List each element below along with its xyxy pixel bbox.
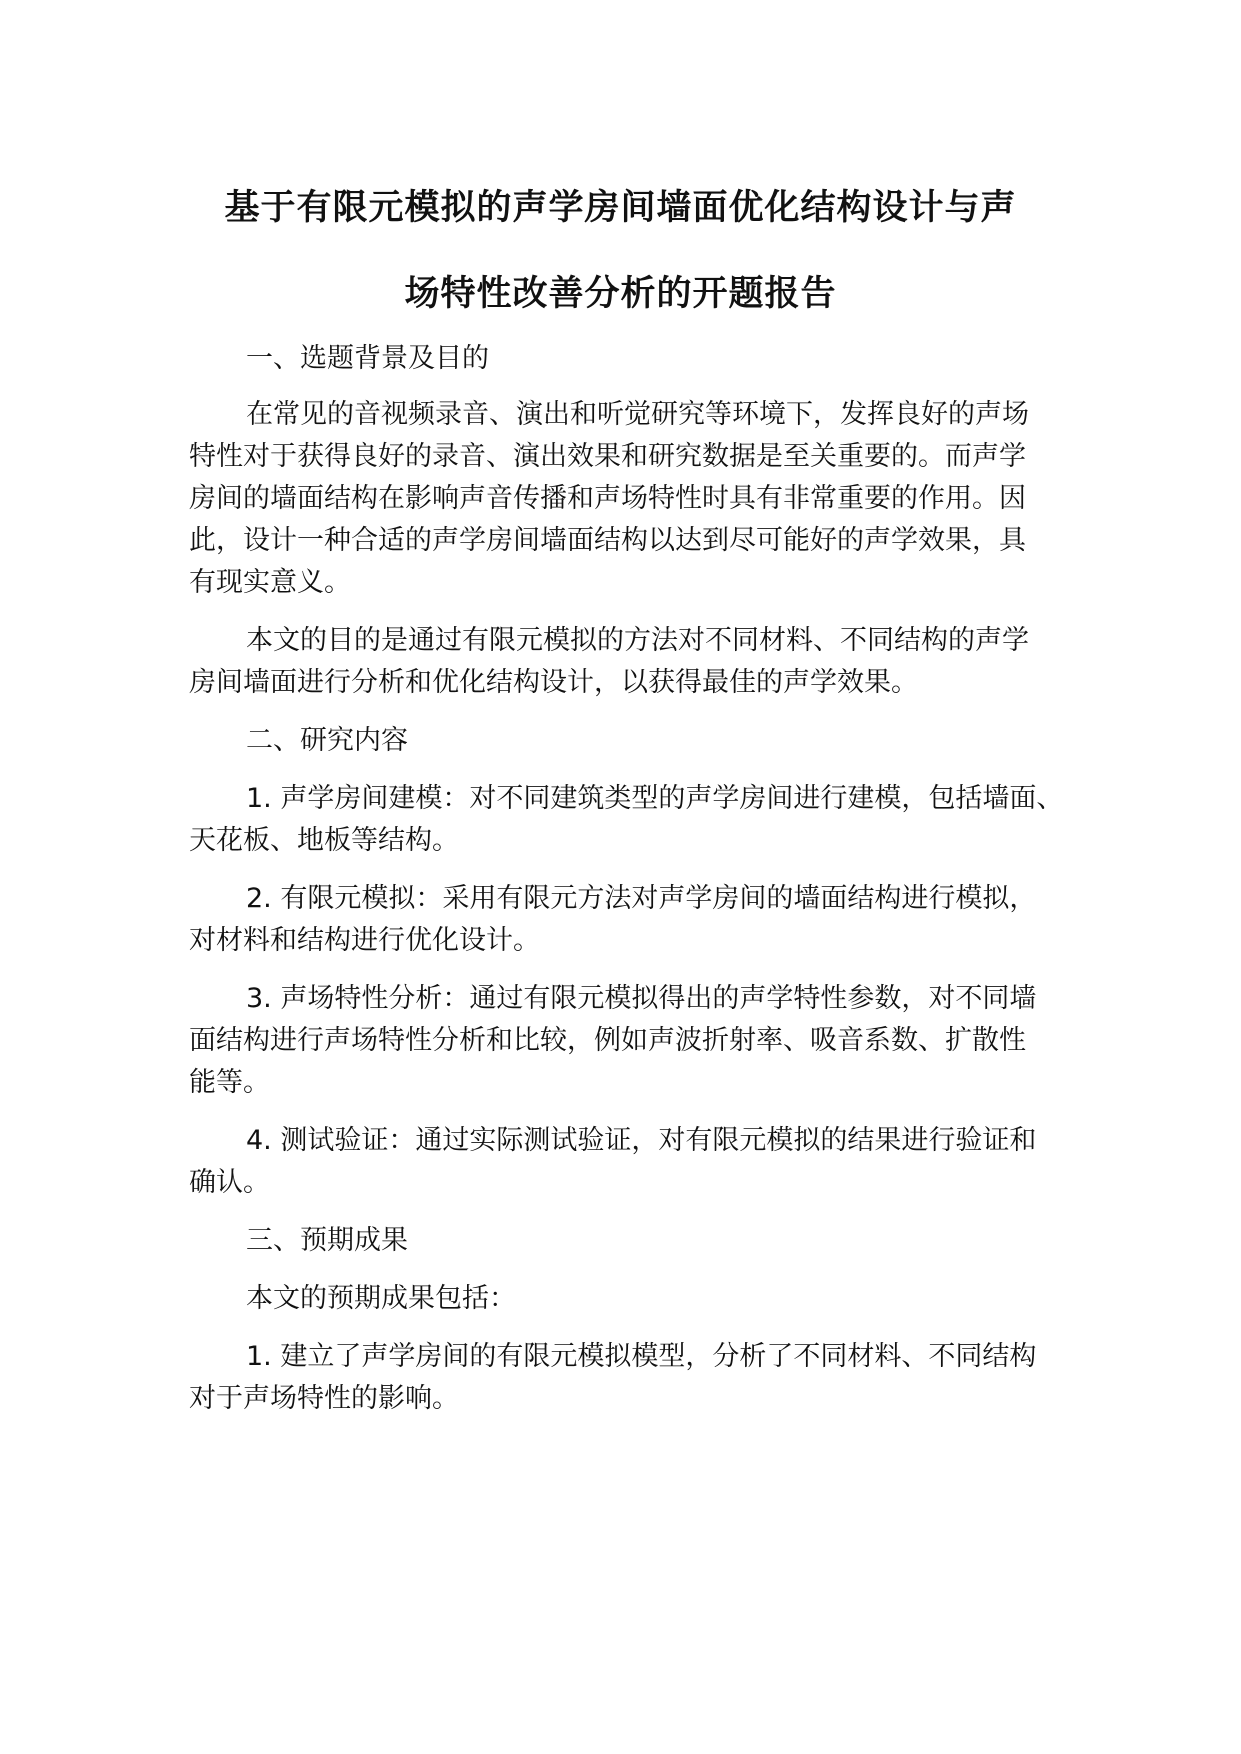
section-2-heading: 二、研究内容 <box>246 725 408 756</box>
section-1-paragraph-1-line: 特性对于获得良好的录音、演出效果和研究数据是至关重要的。而声学 <box>189 441 1026 472</box>
research-item-1-line: 1. 声学房间建模：对不同建筑类型的声学房间进行建模，包括墙面、 <box>246 783 1064 814</box>
expected-results-intro: 本文的预期成果包括： <box>246 1283 516 1314</box>
document-title-line-1: 基于有限元模拟的声学房间墙面优化结构设计与声 <box>224 188 1017 228</box>
expected-result-1-line: 对于声场特性的影响。 <box>189 1383 459 1414</box>
document-title-line-2: 场特性改善分析的开题报告 <box>404 274 837 314</box>
section-3-heading: 三、预期成果 <box>246 1225 408 1256</box>
section-1-paragraph-1-line: 房间的墙面结构在影响声音传播和声场特性时具有非常重要的作用。因 <box>189 483 1026 514</box>
research-item-2-line: 对材料和结构进行优化设计。 <box>189 925 540 956</box>
research-item-2-line: 2. 有限元模拟：采用有限元方法对声学房间的墙面结构进行模拟， <box>246 883 1037 914</box>
section-1-paragraph-2-line: 房间墙面进行分析和优化结构设计，以获得最佳的声学效果。 <box>189 667 918 698</box>
expected-result-1-line: 1. 建立了声学房间的有限元模拟模型，分析了不同材料、不同结构 <box>246 1341 1037 1372</box>
research-item-4-line: 确认。 <box>189 1167 270 1198</box>
section-1-paragraph-2-line: 本文的目的是通过有限元模拟的方法对不同材料、不同结构的声学 <box>246 625 1029 656</box>
research-item-3-line: 能等。 <box>189 1067 270 1098</box>
section-1-paragraph-1-line: 在常见的音视频录音、演出和听觉研究等环境下，发挥良好的声场 <box>246 399 1029 430</box>
section-1-paragraph-1-line: 有现实意义。 <box>189 567 351 598</box>
section-1-paragraph-1-line: 此，设计一种合适的声学房间墙面结构以达到尽可能好的声学效果，具 <box>189 525 1026 556</box>
research-item-3-line: 3. 声场特性分析：通过有限元模拟得出的声学特性参数，对不同墙 <box>246 983 1037 1014</box>
research-item-4-line: 4. 测试验证：通过实际测试验证，对有限元模拟的结果进行验证和 <box>246 1125 1037 1156</box>
research-item-1-line: 天花板、地板等结构。 <box>189 825 459 856</box>
section-1-heading: 一、选题背景及目的 <box>246 343 489 374</box>
research-item-3-line: 面结构进行声场特性分析和比较，例如声波折射率、吸音系数、扩散性 <box>189 1025 1026 1056</box>
